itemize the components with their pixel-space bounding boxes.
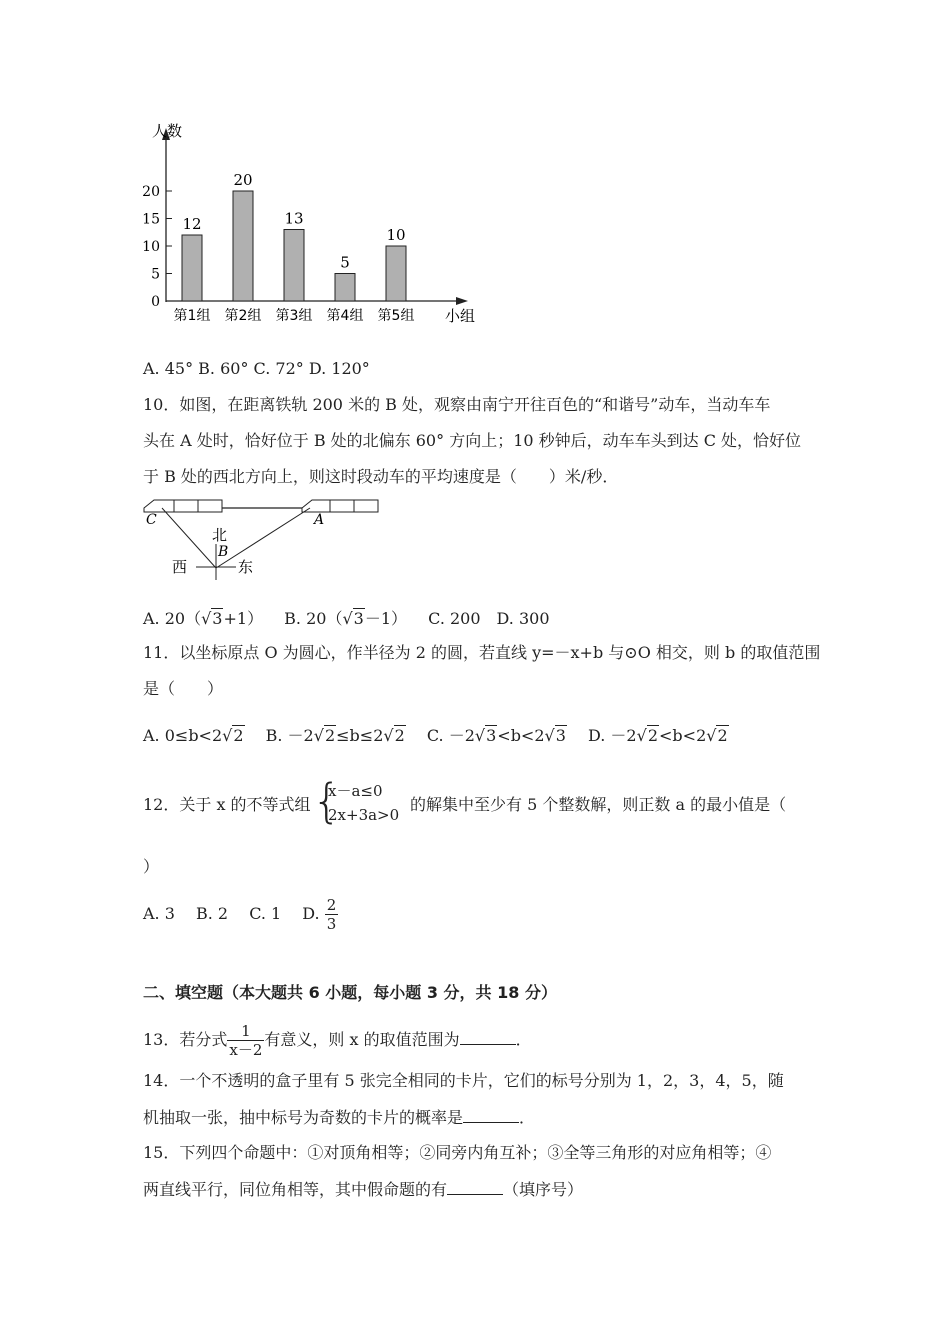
q14-line1: 14．一个不透明的盒子里有 5 张完全相同的卡片，它们的标号分别为 1，2，3，4，5，随	[143, 1071, 784, 1090]
category-label: 第3组	[275, 308, 313, 324]
label-north: 北	[212, 526, 228, 544]
section-heading: 二、填空题（本大题共 6 小题，每小题 3 分，共 18 分）	[143, 983, 557, 1002]
bar-value-label: 12	[182, 215, 202, 233]
line-bc	[162, 508, 216, 568]
bar-chart	[140, 112, 490, 327]
bar-value-label: 10	[386, 226, 406, 244]
q11-options	[143, 726, 729, 746]
bar-1	[182, 235, 202, 301]
q9-options: A. 45° B. 60° C. 72° D. 120°	[143, 359, 370, 378]
q11-opt-b: B. －2√2≤b≤2√2	[265, 726, 405, 745]
category-label: 第4组	[326, 308, 364, 324]
label-west: 西	[172, 558, 188, 576]
y-axis-label: 人数	[152, 122, 183, 140]
category-label: 第5组	[377, 308, 415, 324]
train-at-c	[144, 500, 222, 512]
q11-opt-c: C. －2√3<b<2√3	[426, 726, 566, 745]
chart-axes	[162, 128, 468, 305]
q13-fraction: $\frac{1}{x-2}$	[229, 1022, 263, 1059]
q15-line1: 15．下列四个命题中：①对顶角相等；②同旁内角互补；③全等三角形的对应角相等；④	[143, 1143, 772, 1162]
q10-opt-b: B. 20（√3－1）	[284, 609, 408, 628]
q10-line3: 于 B 处的西北方向上，则这时段动车的平均速度是（ ）米/秒．	[143, 467, 619, 486]
q15-answer-blank[interactable]	[447, 1180, 503, 1195]
q15-line2: 两直线平行，同位角相等，其中假命题的有 （填序号）	[143, 1180, 584, 1199]
q12-pre: 12．关于 x 的不等式组	[143, 795, 311, 814]
y-tick-label: 20	[142, 184, 160, 200]
q12-ineq1: x－a≤0	[328, 782, 383, 800]
q11-opt-d: D. －2√2<b<2√2	[588, 726, 728, 745]
label-east: 东	[238, 558, 254, 576]
q11-line1: 11．以坐标原点 O 为圆心，作半径为 2 的圆，若直线 y=－x+b 与⊙O 相交，则 b 的取值范围	[143, 643, 821, 662]
bar-value-label: 20	[233, 171, 253, 189]
label-a: A	[314, 512, 325, 528]
q10-opt-a: A. 20（√3+1）	[143, 609, 264, 628]
q12-opt-d-fraction: $\frac{2}{3}$	[326, 896, 337, 933]
bar-3	[284, 230, 304, 302]
q12-close: ）	[143, 857, 160, 876]
category-label: 第2组	[224, 308, 262, 324]
q11-line2: 是（ ）	[143, 679, 224, 698]
q13: 13．若分式 $\frac{1}{x-2}$ 有意义，则 x 的取值范围为 ．	[143, 1022, 532, 1059]
q14-line2: 机抽取一张，抽中标号为奇数的卡片的概率是 ．	[143, 1108, 536, 1127]
q10-options	[143, 609, 550, 629]
q12-ineq2: 2x+3a>0	[328, 806, 400, 824]
q10-line2: 头在 A 处时，恰好位于 B 处的北偏东 60° 方向上；10 秒钟后，动车车头到达 C 处，恰好位	[143, 431, 802, 450]
q14-answer-blank[interactable]	[463, 1108, 519, 1123]
label-b: B	[218, 544, 229, 560]
bar-2	[233, 191, 253, 301]
x-axis-label: 小组	[445, 307, 476, 325]
train-figure	[140, 492, 390, 582]
q10-line1: 10．如图，在距离铁轨 200 米的 B 处，观察由南宁开往百色的“和谐号”动车，当动车车	[143, 395, 771, 414]
q12-post: 的解集中至少有 5 个整数解，则正数 a 的最小值是（	[410, 795, 787, 814]
line-ba	[216, 508, 310, 568]
q12-options: A. 3 B. 2 C. 1 D. $\frac{2}{3}$	[143, 896, 337, 933]
q10-opt-cd: C. 200 D. 300	[428, 609, 550, 628]
y-tick-label: 0	[151, 294, 160, 310]
category-label: 第1组	[173, 308, 211, 324]
y-tick-label: 15	[142, 211, 160, 228]
bar-5	[386, 246, 406, 301]
train-at-a	[302, 500, 378, 512]
q13-answer-blank[interactable]	[460, 1030, 516, 1045]
bar-4	[335, 274, 355, 302]
bar-value-label: 13	[284, 209, 304, 228]
q11-opt-a: A. 0≤b<2√2	[143, 726, 244, 745]
q12-brace: {	[312, 774, 342, 828]
bar-value-label: 5	[340, 253, 350, 272]
y-tick-label: 5	[151, 266, 160, 283]
label-c: C	[146, 512, 157, 528]
y-tick-label: 10	[142, 239, 160, 255]
